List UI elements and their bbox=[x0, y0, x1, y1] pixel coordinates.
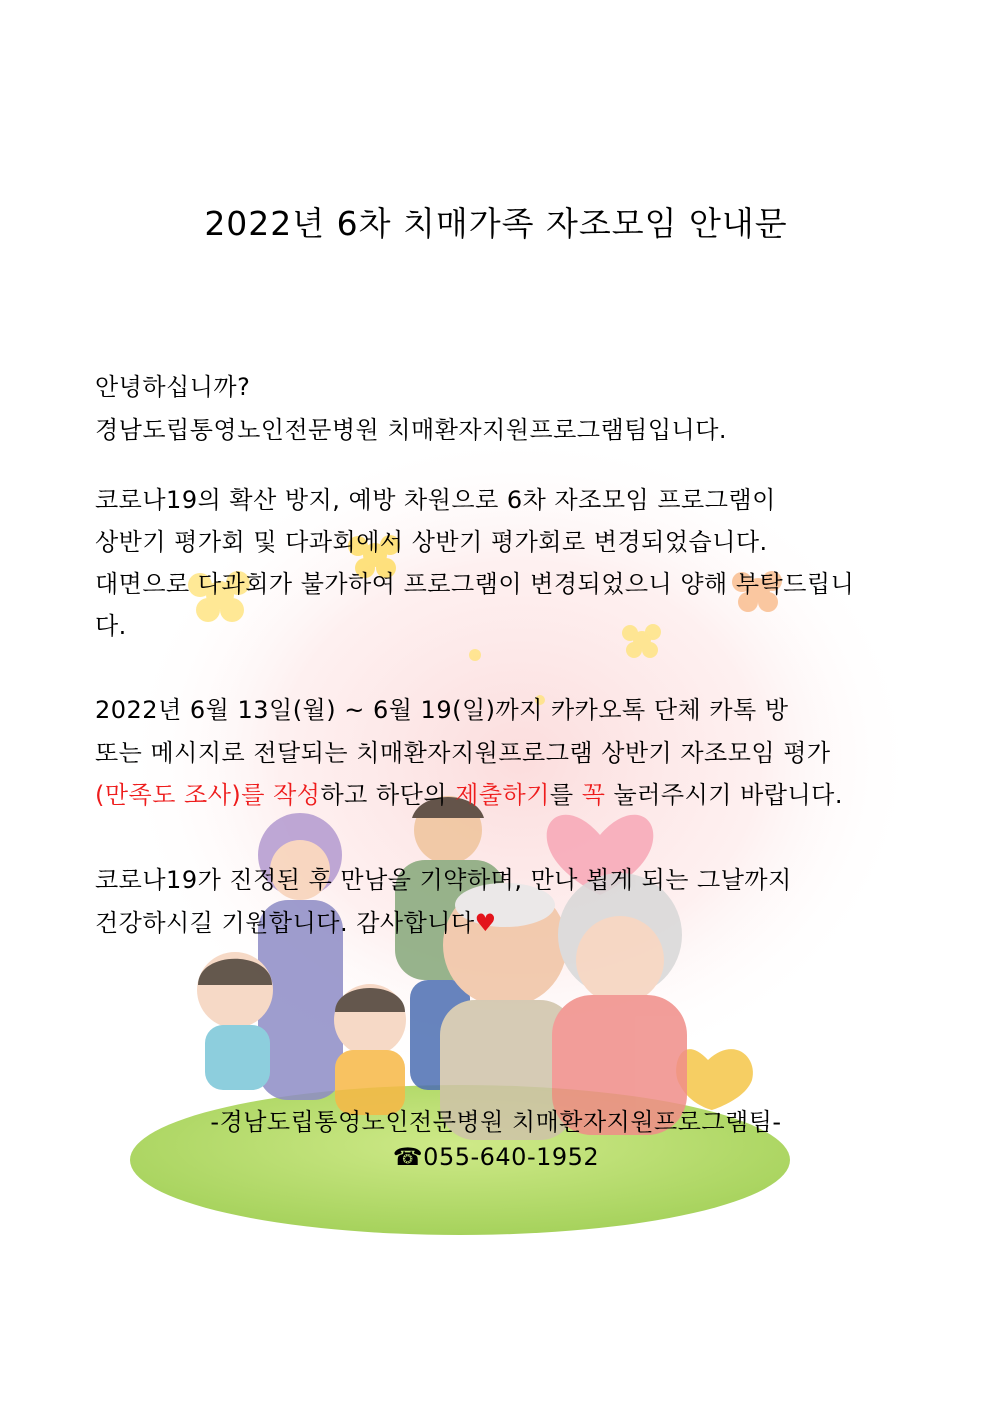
submit-emphasis: 제출하기 bbox=[455, 781, 550, 809]
notice-line-1: 코로나19의 확산 방지, 예방 차원으로 6차 자조모임 프로그램이 bbox=[95, 486, 776, 514]
must-emphasis: 꼭 bbox=[581, 781, 606, 809]
instruction-line-3 bbox=[95, 775, 843, 810]
closing-text: 건강하시길 기원합니다. 감사합니다 bbox=[95, 909, 475, 937]
instruction-line-2: 또는 메시지로 전달되는 치매환자지원프로그램 상반기 자조모임 평가 bbox=[95, 739, 831, 767]
footer-org: -경남도립통영노인전문병원 치매환자지원프로그램팀- bbox=[210, 1108, 782, 1136]
notice-line-4: 다. bbox=[95, 612, 127, 640]
document-title: 2022년 6차 치매가족 자조모임 안내문 bbox=[204, 204, 788, 243]
heart-icon: ♥ bbox=[474, 909, 497, 937]
instruction-line-1: 2022년 6월 13일(월) ~ 6월 19(일)까지 카카오톡 단체 카톡 방 bbox=[95, 696, 789, 724]
notice-line-2: 상반기 평가회 및 다과회에서 상반기 평가회로 변경되었습니다. bbox=[95, 528, 768, 556]
footer-phone: ☎055-640-1952 bbox=[392, 1143, 600, 1171]
greeting-org-line: 경남도립통영노인전문병원 치매환자지원프로그램팀입니다. bbox=[95, 416, 728, 444]
instruction-text: 눌러주시기 바랍니다. bbox=[605, 781, 843, 809]
closing-line-1: 코로나19가 진정된 후 만남을 기약하며, 만나 뵙게 되는 그날까지 bbox=[95, 866, 792, 894]
instruction-text: 를 bbox=[549, 781, 582, 809]
instruction-text: 하고 하단의 bbox=[320, 781, 456, 809]
greeting-line: 안녕하십니까? bbox=[95, 373, 251, 401]
survey-emphasis: (만족도 조사)를 작성 bbox=[95, 781, 321, 809]
notice-line-3: 대면으로 다과회가 불가하여 프로그램이 변경되었으니 양해 부탁드립니 bbox=[95, 570, 855, 598]
closing-line-2 bbox=[95, 903, 497, 938]
